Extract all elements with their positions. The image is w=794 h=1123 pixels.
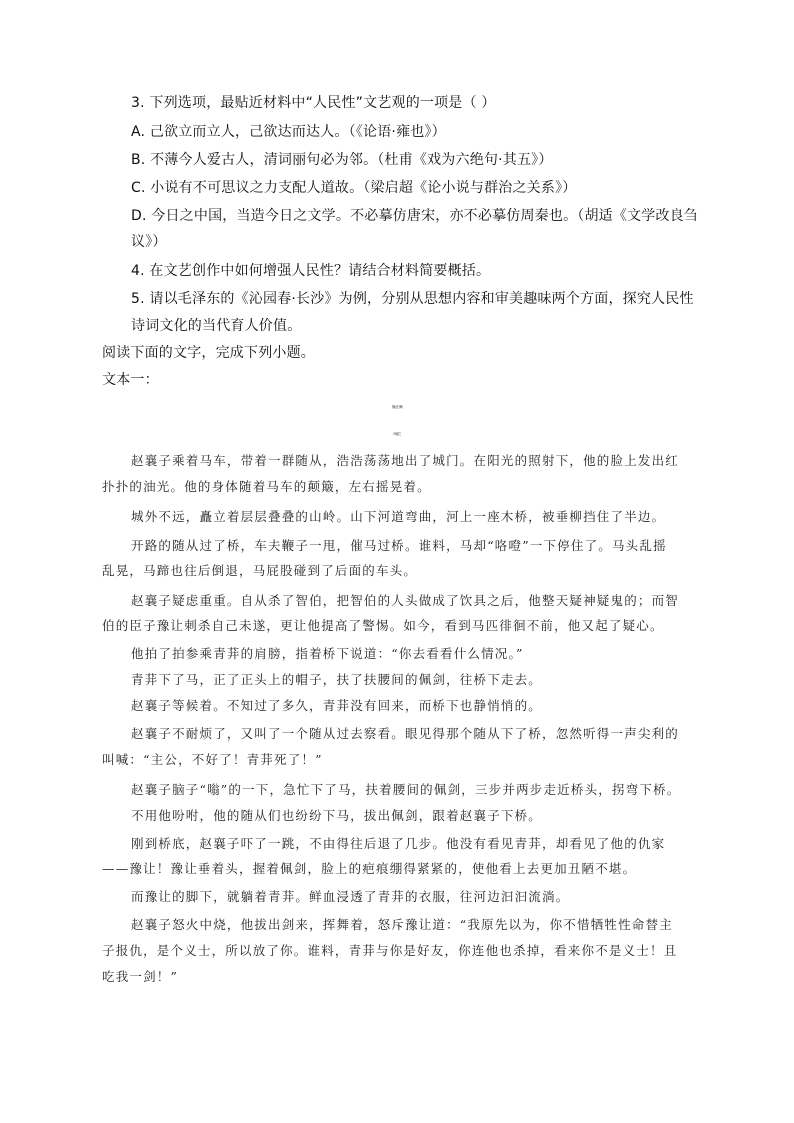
story-line: 子报仇，是个义士，所以放了你。谁料，青荓与你是好友，你连他也杀掉，看来你不是义士！且 xyxy=(102,943,678,958)
question-5-line-1: 5. 请以毛泽东的《沁园春·长沙》为例，分别从思想内容和审美趣味两个方面，探究人民性 xyxy=(131,291,694,307)
story-line: 扑扑的油光。他的身体随着马车的颠簸，左右摇晃着。 xyxy=(102,479,431,494)
story-line: 赵襄子脑子“嗡”的一下，急忙下了马，扶着腰间的佩剑，三步并两步走近桥头，拐弯下桥。 xyxy=(131,782,681,797)
story-title: 豫让行刺 xyxy=(391,405,403,409)
story-line: 叫喊：“主公，不好了！青荓死了！” xyxy=(102,752,323,767)
story-line: 刚到桥底，赵襄子吓了一跳，不由得往后退了几步。他没有看见青荓，却看见了他的仇家 xyxy=(131,836,666,851)
story-line: 赵襄子不耐烦了，又叫了一个随从过去察看。眼见得那个随从下了桥，忽然听得一声尖利的 xyxy=(131,726,680,741)
story-line: 城外不远，矗立着层层叠叠的山岭。山下河道弯曲，河上一座木桥，被垂柳挡住了半边。 xyxy=(131,509,666,524)
story-line: 青荓下了马，正了正头上的帽子，扶了扶腰间的佩剑，往桥下走去。 xyxy=(131,672,543,687)
question-3-stem: 3. 下列选项，最贴近材料中“人民性”文艺观的一项是（ ） xyxy=(131,95,496,111)
question-5-line-2: 诗词文化的当代育人价值。 xyxy=(131,318,302,334)
story-line: 赵襄子怒火中烧，他拔出剑来，挥舞着，怒斥豫让道：“我原先以为，你不惜牺牲性命替主 xyxy=(131,917,673,932)
story-line: 赵襄子疑虑重重。自从杀了智伯，把智伯的人头做成了饮具之后，他整天疑神疑鬼的；而智 xyxy=(131,593,680,608)
story-line: 开路的随从过了桥，车夫鞭子一甩，催马过桥。谁料，马却“咯噔”一下停住了。马头乱摇 xyxy=(131,538,667,553)
reading-instruction: 阅读下面的文字，完成下列小题。 xyxy=(102,345,315,361)
story-line: 吃我一剑！” xyxy=(102,969,179,984)
story-line: 而豫让的脚下，就躺着青荓。鲜血浸透了青荓的衣服，往河边汩汩流淌。 xyxy=(131,889,570,904)
question-3-option-b: B. 不薄今人爱古人，清词丽句必为邻。（杜甫《戏为六绝句·其五》） xyxy=(131,152,553,168)
story-line: 伯的臣子豫让刺杀自己未遂，更让他提高了警惕。如今，看到马匹徘徊不前，他又起了疑心。 xyxy=(102,618,664,633)
question-3-option-a: A. 己欲立而立人，己欲达而达人。（《论语·雍也》） xyxy=(131,124,446,140)
question-3-option-d-continued: 议》） xyxy=(131,234,167,250)
story-line: 赵襄子等候着。不知过了多久，青荓没有回来，而桥下也静悄悄的。 xyxy=(131,698,543,713)
question-3-option-c: C. 小说有不可思议之力支配人道故。（梁启超《论小说与群治之关系》） xyxy=(131,180,577,196)
story-line: ——豫让！豫让垂着头，握着佩剑，脸上的疤痕绷得紧紧的，使他看上去更加丑陋不堪。 xyxy=(102,861,637,876)
story-line: 乱晃，马蹄也往后倒退，马屁股碰到了后面的车头。 xyxy=(102,563,418,578)
question-3-option-d: D. 今日之中国，当造今日之文学。不必摹仿唐宋，亦不必摹仿周秦也。（胡适《文学改良刍 xyxy=(131,208,699,224)
story-author: 叶嵌之 xyxy=(393,432,401,436)
story-line: 不用他吩咐，他的随从们也纷纷下马，拔出佩剑，跟着赵襄子下桥。 xyxy=(131,808,543,823)
story-line: 赵襄子乘着马车，带着一群随从，浩浩荡荡地出了城门。在阳光的照射下，他的脸上发出红 xyxy=(131,453,680,468)
text-label: 文本一： xyxy=(102,372,159,388)
story-line: 他拍了拍参乘青荓的肩膀，指着桥下说道：“你去看看什么情况。” xyxy=(131,646,524,661)
question-4: 4. 在文艺创作中如何增强人民性？请结合材料简要概括。 xyxy=(131,263,491,279)
